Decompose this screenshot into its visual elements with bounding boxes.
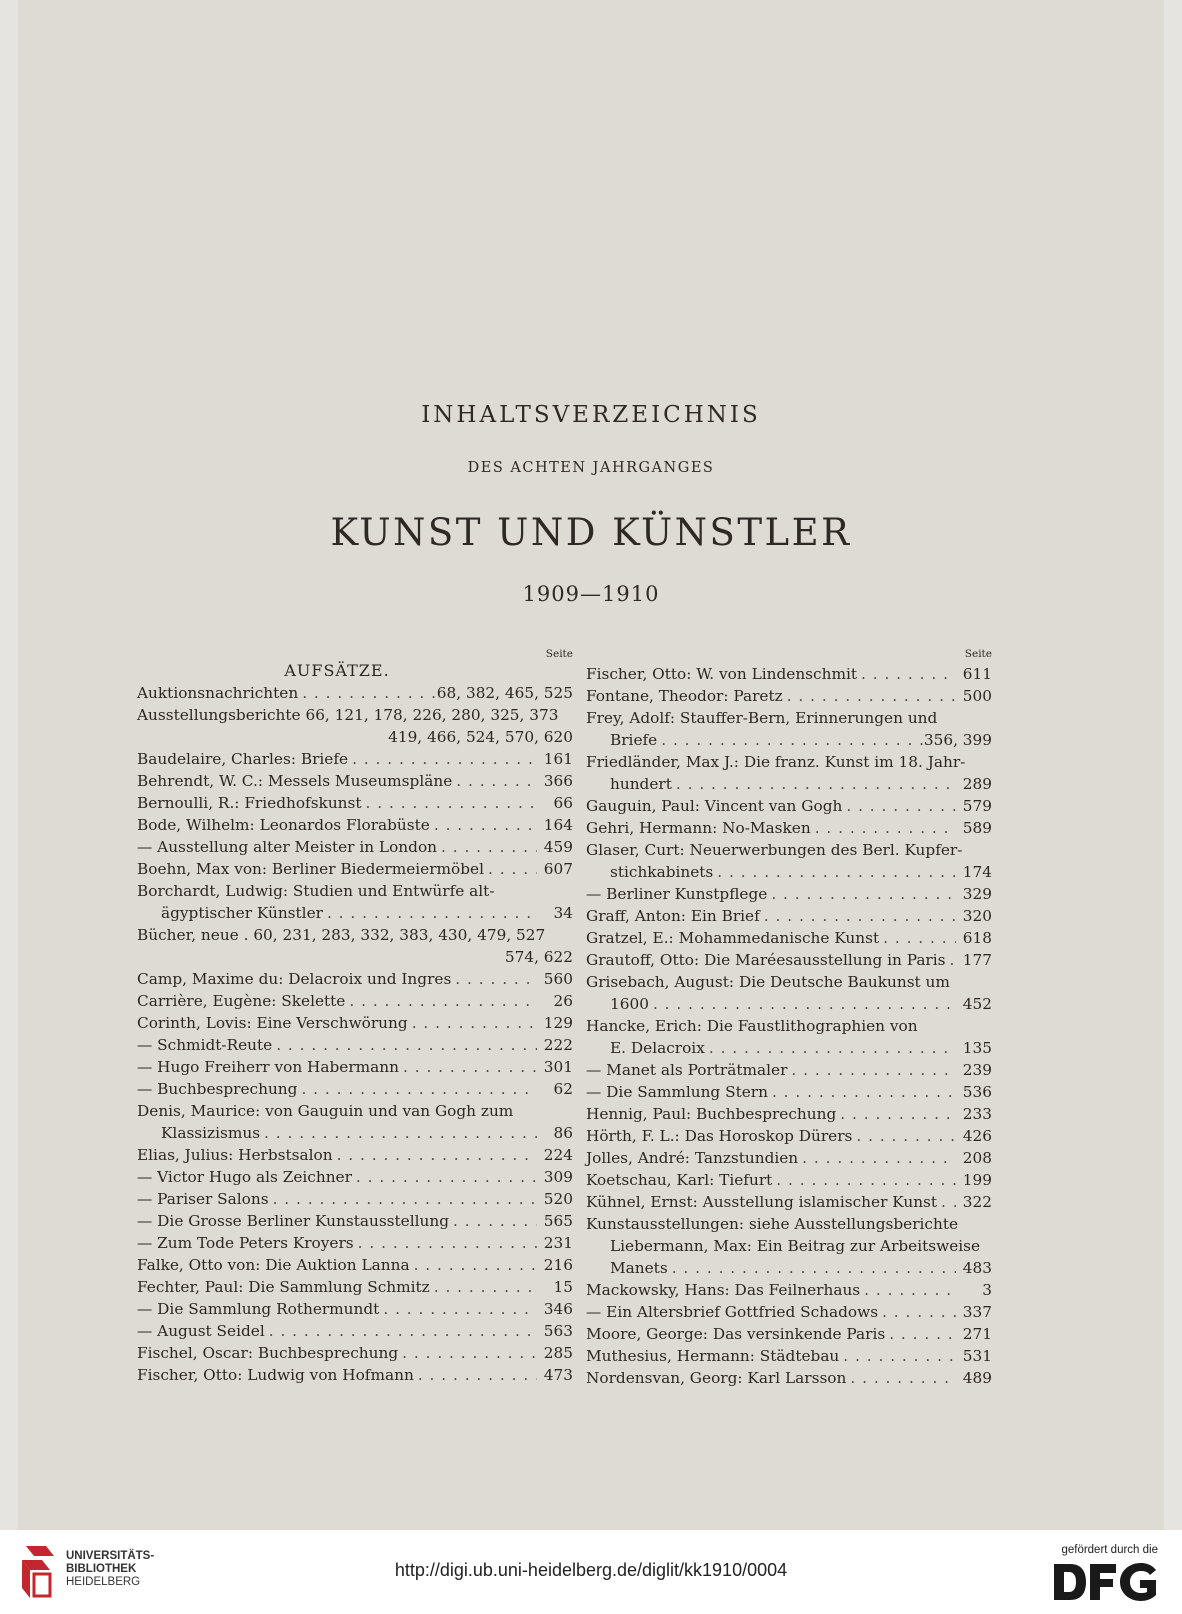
entry-title: Baudelaire, Charles: Briefe <box>137 750 349 768</box>
toc-entry <box>586 1191 992 1213</box>
entry-title: Glaser, Curt: Neuerwerbungen des Berl. Kupfer- <box>586 841 963 859</box>
page-number: 231 <box>543 1234 573 1252</box>
toc-entry <box>586 773 992 795</box>
toc-entry <box>137 1364 573 1386</box>
entry-title: — Hugo Freiherr von Habermann <box>137 1058 399 1076</box>
toc-entries-right <box>586 663 992 1389</box>
toc-entry <box>586 839 992 861</box>
entry-title: Bernoulli, R.: Friedhofskunst <box>137 794 362 812</box>
toc-entry <box>137 990 573 1012</box>
entry-title: — Zum Tode Peters Kroyers <box>137 1234 354 1252</box>
entry-title: — Buchbesprechung <box>137 1080 298 1098</box>
toc-entry <box>137 1012 573 1034</box>
page-number: 208 <box>962 1149 992 1167</box>
dot-leader <box>298 682 437 704</box>
library-line-1: UNIVERSITÄTS- <box>66 1550 155 1562</box>
toc-entry <box>586 817 992 839</box>
dot-leader <box>649 993 956 1015</box>
entry-title: Muthesius, Hermann: Städtebau <box>586 1347 840 1365</box>
entry-title: Friedländer, Max J.: Die franz. Kunst im 18. Jahr- <box>586 753 966 771</box>
dot-leader <box>348 748 537 770</box>
toc-entry <box>586 1081 992 1103</box>
toc-entry <box>586 1367 992 1389</box>
dot-leader <box>839 1345 956 1367</box>
dfg-logo-icon <box>1052 1562 1158 1602</box>
dot-leader <box>767 883 956 905</box>
toc-entry <box>137 836 573 858</box>
dot-leader <box>437 836 537 858</box>
entry-title: — Ein Altersbrief Gottfried Schadows <box>586 1303 879 1321</box>
toc-entry <box>137 814 573 836</box>
toc-entry <box>137 1320 573 1342</box>
dot-leader <box>451 968 537 990</box>
entry-title: Bode, Wilhelm: Leonardos Florabüste <box>137 816 430 834</box>
dot-leader <box>323 902 537 924</box>
toc-entry <box>137 1210 573 1232</box>
page-number: 216 <box>543 1256 573 1274</box>
page-number: 129 <box>543 1014 573 1032</box>
entry-title: Hörth, F. L.: Das Horoskop Dürers <box>586 1127 853 1145</box>
dot-leader <box>265 1320 537 1342</box>
entry-title: Elias, Julius: Herbstsalon <box>137 1146 333 1164</box>
entry-title: Frey, Adolf: Stauffer-Bern, Erinnerungen und <box>586 709 938 727</box>
toc-entry <box>137 902 573 924</box>
section-title: AUFSÄTZE. <box>284 661 390 680</box>
dot-leader <box>811 817 956 839</box>
toc-entry <box>137 946 573 968</box>
entry-title: Nordensvan, Georg: Karl Larsson <box>586 1369 847 1387</box>
page-number: 224 <box>543 1146 573 1164</box>
entry-title: Kühnel, Ernst: Ausstellung islamischer Kunst <box>586 1193 938 1211</box>
entry-title: Jolles, André: Tanzstundien <box>586 1149 799 1167</box>
dot-leader <box>430 1276 537 1298</box>
dot-leader <box>878 1301 956 1323</box>
page-number: 285 <box>543 1344 573 1362</box>
page-number: 574, 622 <box>504 948 573 966</box>
toc-entry <box>137 924 573 946</box>
dot-leader <box>452 770 537 792</box>
entry-title: Corinth, Lovis: Eine Verschwörung <box>137 1014 408 1032</box>
toc-entry <box>137 1232 573 1254</box>
page-number: 177 <box>962 951 992 969</box>
page-number: 271 <box>962 1325 992 1343</box>
page-number: 483 <box>962 1259 992 1277</box>
toc-entry <box>586 993 992 1015</box>
toc-entry <box>586 1015 992 1037</box>
dot-leader <box>772 1169 956 1191</box>
toc-entry <box>586 1345 992 1367</box>
toc-entry <box>586 905 992 927</box>
toc-entry <box>137 704 573 726</box>
index-title: INHALTSVERZEICHNIS <box>421 402 761 428</box>
toc-entry <box>586 1147 992 1169</box>
toc-entry <box>137 1188 573 1210</box>
dot-leader <box>408 1012 537 1034</box>
toc-entry <box>586 1279 992 1301</box>
dot-leader <box>484 858 537 880</box>
dot-leader <box>857 663 956 685</box>
page-number: 66 <box>553 794 573 812</box>
dot-leader <box>842 795 956 817</box>
page-number: 320 <box>962 907 992 925</box>
toc-entry <box>586 971 992 993</box>
page-number: 86 <box>553 1124 573 1142</box>
entry-title: — Die Sammlung Rothermundt <box>137 1300 380 1318</box>
entry-title: — Ausstellung alter Meister in London <box>137 838 437 856</box>
dot-leader <box>836 1103 956 1125</box>
toc-entry <box>137 1166 573 1188</box>
page-number: 589 <box>962 819 992 837</box>
toc-entry <box>137 1254 573 1276</box>
dot-leader <box>846 1367 956 1389</box>
toc-entry <box>586 685 992 707</box>
toc-entry <box>137 726 573 748</box>
toc-entry <box>586 861 992 883</box>
page-number: 62 <box>553 1080 573 1098</box>
entry-title: — August Seidel <box>137 1322 265 1340</box>
page-number: 520 <box>543 1190 573 1208</box>
page-number: 239 <box>962 1061 992 1079</box>
page-number: 426 <box>962 1127 992 1145</box>
entry-title: Moore, George: Das versinkende Paris <box>586 1325 886 1343</box>
dot-leader <box>937 1191 956 1213</box>
entry-title: Carrière, Eugène: Skelette <box>137 992 346 1010</box>
page-number: 3 <box>982 1281 992 1299</box>
volume-years: 1909—1910 <box>522 582 660 606</box>
dot-leader <box>798 1147 956 1169</box>
entry-title: 1600 <box>610 995 649 1013</box>
entry-title: Klassizismus <box>161 1124 261 1142</box>
page-number: 531 <box>962 1347 992 1365</box>
entry-title: hundert <box>610 775 672 793</box>
entry-title: Fischel, Oscar: Buchbesprechung <box>137 1344 399 1362</box>
entry-title: Grisebach, August: Die Deutsche Baukunst um <box>586 973 950 991</box>
dot-leader <box>768 1081 956 1103</box>
dot-leader <box>885 1323 956 1345</box>
toc-entry <box>586 1257 992 1279</box>
entry-title: Gratzel, E.: Mohammedanische Kunst <box>586 929 880 947</box>
entry-title: Grautoff, Otto: Die Maréesausstellung in Paris <box>586 951 946 969</box>
entry-title: Ausstellungsberichte 66, 121, 178, 226, 280, 325, 373 <box>137 706 559 724</box>
toc-entry <box>137 1100 573 1122</box>
page-number: 161 <box>543 750 573 768</box>
entry-title: Fischer, Otto: Ludwig von Hofmann <box>137 1366 414 1384</box>
dot-leader <box>260 1122 537 1144</box>
toc-entry <box>586 1301 992 1323</box>
dot-leader <box>345 990 537 1012</box>
page-number: 459 <box>543 838 573 856</box>
toc-entry <box>586 1213 992 1235</box>
entry-title: Falke, Otto von: Die Auktion Lanna <box>137 1256 410 1274</box>
dot-leader <box>272 1034 537 1056</box>
toc-entry <box>137 682 573 704</box>
dot-leader <box>410 1254 537 1276</box>
dot-leader <box>297 1078 537 1100</box>
page-number: 301 <box>543 1058 573 1076</box>
page-number: 174 <box>962 863 992 881</box>
toc-entry <box>137 1122 573 1144</box>
page-number: 618 <box>962 929 992 947</box>
toc-entry <box>586 1235 992 1257</box>
dot-leader <box>879 927 956 949</box>
toc-entry <box>137 1144 573 1166</box>
toc-entries-left <box>137 682 573 1386</box>
toc-entry <box>137 1078 573 1100</box>
page-number: 473 <box>543 1366 573 1384</box>
page-number: 560 <box>543 970 573 988</box>
dot-leader <box>269 1188 537 1210</box>
entry-title: Mackowsky, Hans: Das Feilnerhaus <box>586 1281 861 1299</box>
entry-title: Hancke, Erich: Die Faustlithographien von <box>586 1017 918 1035</box>
entry-title: Fechter, Paul: Die Sammlung Schmitz <box>137 1278 430 1296</box>
entry-title: — Pariser Salons <box>137 1190 269 1208</box>
journal-title: KUNST UND KÜNSTLER <box>330 511 852 554</box>
toc-entry <box>137 1298 573 1320</box>
entry-title: stichkabinets <box>610 863 714 881</box>
toc-entry <box>586 1169 992 1191</box>
entry-title: Gehri, Hermann: No-Masken <box>586 819 811 837</box>
toc-entry <box>137 858 573 880</box>
toc-entry <box>137 880 573 902</box>
entry-title: ägyptischer Künstler <box>161 904 323 922</box>
page-number: 489 <box>962 1369 992 1387</box>
page-number: 164 <box>543 816 573 834</box>
toc-entry <box>586 795 992 817</box>
seite-label: Seite <box>964 648 992 660</box>
entry-title: Fontane, Theodor: Paretz <box>586 687 783 705</box>
library-line-2: BIBLIOTHEK <box>66 1563 137 1575</box>
entry-title: Kunstausstellungen: siehe Ausstellungsberichte <box>586 1215 959 1233</box>
funding-caption: gefördert durch die <box>1061 1544 1158 1556</box>
dot-leader <box>705 1037 956 1059</box>
page-number: 34 <box>553 904 573 922</box>
page-number: 199 <box>962 1171 992 1189</box>
toc-entry <box>586 1037 992 1059</box>
page-number: 346 <box>543 1300 573 1318</box>
page-number: 536 <box>962 1083 992 1101</box>
toc-entry <box>137 968 573 990</box>
dot-leader <box>352 1166 537 1188</box>
page-number: 289 <box>962 775 992 793</box>
toc-entry <box>586 729 992 751</box>
entry-title: Borchardt, Ludwig: Studien und Entwürfe alt- <box>137 882 495 900</box>
dot-leader <box>760 905 956 927</box>
page-number: 15 <box>553 1278 573 1296</box>
toc-entry <box>137 770 573 792</box>
entry-title: Liebermann, Max: Ein Beitrag zur Arbeitsweise <box>610 1237 981 1255</box>
dot-leader <box>362 792 537 814</box>
entry-title: Behrendt, W. C.: Messels Museumspläne <box>137 772 453 790</box>
toc-entry <box>586 949 992 971</box>
viewer-footer <box>0 1530 1182 1614</box>
entry-title: — Schmidt-Reute <box>137 1036 273 1054</box>
dot-leader <box>398 1342 537 1364</box>
dot-leader <box>668 1257 956 1279</box>
dot-leader <box>783 685 956 707</box>
dot-leader <box>354 1232 537 1254</box>
toc-entry <box>137 792 573 814</box>
toc-right-column <box>586 646 992 1389</box>
toc-entry <box>137 1056 573 1078</box>
entry-title: Camp, Maxime du: Delacroix und Ingres <box>137 970 452 988</box>
page-number: 419, 466, 524, 570, 620 <box>388 728 573 746</box>
seite-label: Seite <box>545 648 573 660</box>
toc-entry <box>586 927 992 949</box>
entry-title: Fischer, Otto: W. von Lindenschmit <box>586 665 857 683</box>
dot-leader <box>333 1144 537 1166</box>
entry-title: Graff, Anton: Ein Brief <box>586 907 760 925</box>
toc-entry <box>137 1034 573 1056</box>
permalink-url[interactable]: http://digi.ub.uni-heidelberg.de/diglit/kk1910/0004 <box>394 1560 788 1580</box>
page-number: 579 <box>962 797 992 815</box>
toc-entry <box>137 748 573 770</box>
toc-entry <box>586 707 992 729</box>
entry-title: Auktionsnachrichten <box>137 684 299 702</box>
toc-entry <box>137 1342 573 1364</box>
toc-entry <box>586 663 992 685</box>
toc-entry <box>586 1125 992 1147</box>
entry-title: — Manet als Porträtmaler <box>586 1061 788 1079</box>
page-number: 68, 382, 465, 525 <box>436 684 573 702</box>
dot-leader <box>860 1279 956 1301</box>
library-line-3: HEIDELBERG <box>66 1576 141 1588</box>
dot-leader <box>430 814 537 836</box>
toc-entry <box>586 751 992 773</box>
dot-leader <box>657 729 924 751</box>
page-number: 611 <box>962 665 992 683</box>
dot-leader <box>449 1210 537 1232</box>
page-number: 366 <box>543 772 573 790</box>
entry-title: E. Delacroix <box>610 1039 705 1057</box>
page-number: 322 <box>962 1193 992 1211</box>
toc-left-column <box>137 646 573 1386</box>
dot-leader <box>713 861 956 883</box>
page-number: 233 <box>962 1105 992 1123</box>
page-number: 222 <box>543 1036 573 1054</box>
toc-entry <box>586 1059 992 1081</box>
page-number: 337 <box>962 1303 992 1321</box>
entry-title: — Die Sammlung Stern <box>586 1083 768 1101</box>
dot-leader <box>399 1056 537 1078</box>
toc-entry <box>586 883 992 905</box>
dot-leader <box>946 949 957 971</box>
entry-title: Denis, Maurice: von Gauguin und van Gogh zum <box>137 1102 514 1120</box>
entry-title: Briefe <box>610 731 658 749</box>
page-number: 309 <box>543 1168 573 1186</box>
dot-leader <box>672 773 956 795</box>
dot-leader <box>852 1125 956 1147</box>
toc-entry <box>586 1103 992 1125</box>
volume-subtitle: DES ACHTEN JAHRGANGES <box>467 460 715 476</box>
page-number: 329 <box>962 885 992 903</box>
entry-title: — Berliner Kunstpflege <box>586 885 768 903</box>
entry-title: Boehn, Max von: Berliner Biedermeiermöbel <box>137 860 485 878</box>
entry-title: Manets <box>610 1259 668 1277</box>
entry-title: Hennig, Paul: Buchbesprechung <box>586 1105 837 1123</box>
entry-title: Koetschau, Karl: Tiefurt <box>586 1171 773 1189</box>
dot-leader <box>787 1059 956 1081</box>
page-number: 26 <box>553 992 573 1010</box>
toc-entry <box>137 1276 573 1298</box>
page-number: 565 <box>543 1212 573 1230</box>
page-number: 452 <box>962 995 992 1013</box>
page-number: 356, 399 <box>923 731 992 749</box>
entry-title: — Victor Hugo als Zeichner <box>137 1168 352 1186</box>
dot-leader <box>414 1364 537 1386</box>
entry-title: Bücher, neue . 60, 231, 283, 332, 383, 430, 479, 527 <box>137 926 546 944</box>
toc-entry <box>586 1323 992 1345</box>
page-number: 135 <box>962 1039 992 1057</box>
entry-title: — Die Grosse Berliner Kunstausstellung <box>137 1212 450 1230</box>
page-number: 607 <box>543 860 573 878</box>
page-number: 500 <box>962 687 992 705</box>
page-number: 563 <box>543 1322 573 1340</box>
dot-leader <box>379 1298 537 1320</box>
entry-title: Gauguin, Paul: Vincent van Gogh <box>586 797 843 815</box>
